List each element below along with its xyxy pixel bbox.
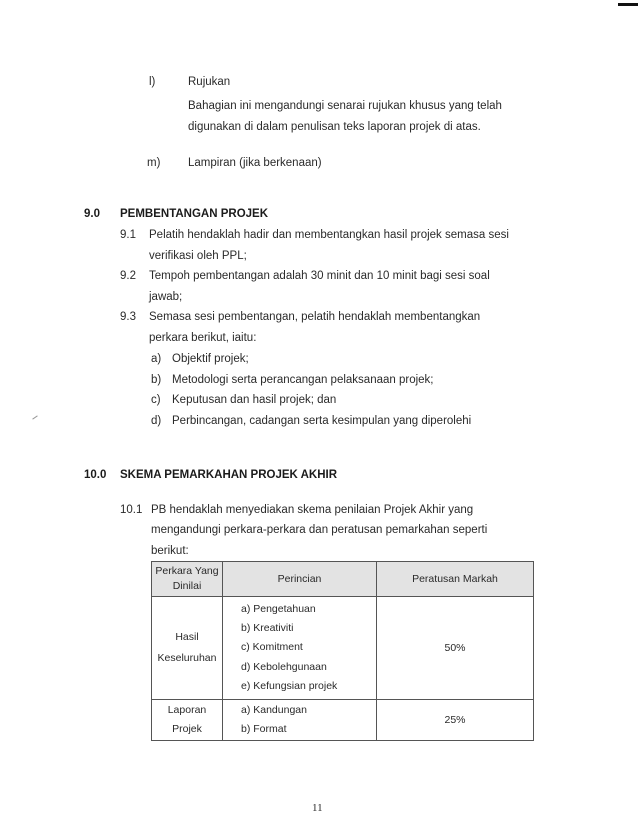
item-10-1-line1: PB hendaklah menyediakan skema penilaian Projek Akhir yang [151,504,474,516]
item-l-body-line1: Bahagian ini mengandungi senarai rujukan khusus yang telah [188,100,502,112]
item-10-1-line3: berikut: [151,545,189,557]
item-l-title: Rujukan [188,76,231,88]
subitem-b-marker: b) [151,374,162,386]
criteria-item: e) Kefungsian projek [241,679,338,692]
scan-edge-mark [618,3,638,6]
criteria-item: a) Kandungan [241,704,307,717]
row-laporan-criteria [223,700,377,741]
criteria-item: b) Kreativiti [241,622,294,635]
marking-scheme-table [151,561,534,741]
item-9-1-number: 9.1 [120,229,136,241]
item-9-1-line2: verifikasi oleh PPL; [149,250,247,262]
subitem-c-marker: c) [151,394,161,406]
item-9-1-line1: Pelatih hendaklah hadir dan membentangkan hasil projek semasa sesi [149,229,509,241]
subitem-d-text: Perbincangan, cadangan serta kesimpulan yang diperolehi [172,415,472,427]
subitem-a-marker: a) [151,353,162,365]
row-laporan-percentage: 25% [377,700,534,741]
subitem-a-text: Objektif projek; [172,353,249,365]
criteria-item: a) Pengetahuan [241,603,316,615]
header-perkara-line2: Dinilai [172,580,202,592]
subitem-b-text: Metodologi serta perancangan pelaksanaan projek; [172,374,434,386]
section-10-number: 10.0 [84,469,107,481]
header-perincian: Perincian [223,562,377,597]
subitem-d-marker: d) [151,415,162,427]
item-9-2-line1: Tempoh pembentangan adalah 30 minit dan 10 minit bagi sesi soal [149,270,490,282]
item-9-3-line1: Semasa sesi pembentangan, pelatih hendaklah membentangkan [149,311,481,323]
criteria-item: c) Komitment [241,641,303,654]
row-laporan-item-line1: Laporan [167,704,207,717]
header-perkara-line1: Perkara Yang [155,565,219,577]
row-laporan-item-line2: Projek [172,723,202,736]
item-l-body-line2: digunakan di dalam penulisan teks laporan projek di atas. [188,121,481,133]
item-9-2-line2: jawab; [149,291,183,303]
item-9-3-number: 9.3 [120,311,136,323]
table-row [152,597,534,700]
item-10-1-line2: mengandungi perkara-perkara dan peratusan pemarkahan seperti [151,524,488,536]
section-9-heading: PEMBENTANGAN PROJEK [120,208,269,220]
section-10-heading: SKEMA PEMARKAHAN PROJEK AKHIR [120,469,338,481]
row-hasil-item-line1: Hasil [175,631,199,643]
row-hasil-percentage: 50% [377,597,534,700]
item-10-1-number: 10.1 [120,504,143,516]
row-hasil-item-line2: Keseluruhan [157,652,217,664]
scan-mark [32,415,37,419]
item-m-title: Lampiran (jika berkenaan) [188,157,322,169]
item-l-marker: l) [149,76,156,88]
header-perkara [152,562,223,597]
row-hasil-criteria [223,597,377,700]
page-number: 11 [312,802,323,814]
criteria-item: b) Format [241,723,287,736]
row-hasil-item [152,597,223,700]
item-9-2-number: 9.2 [120,270,136,282]
table-header-row [152,562,534,597]
item-m-marker: m) [147,157,161,169]
table-row [152,700,534,741]
subitem-c-text: Keputusan dan hasil projek; dan [172,394,337,406]
criteria-item: d) Kebolehgunaan [241,660,327,673]
section-9-number: 9.0 [84,208,100,220]
row-laporan-item [152,700,223,741]
item-9-3-line2: perkara berikut, iaitu: [149,332,257,344]
header-peratusan: Peratusan Markah [377,562,534,597]
